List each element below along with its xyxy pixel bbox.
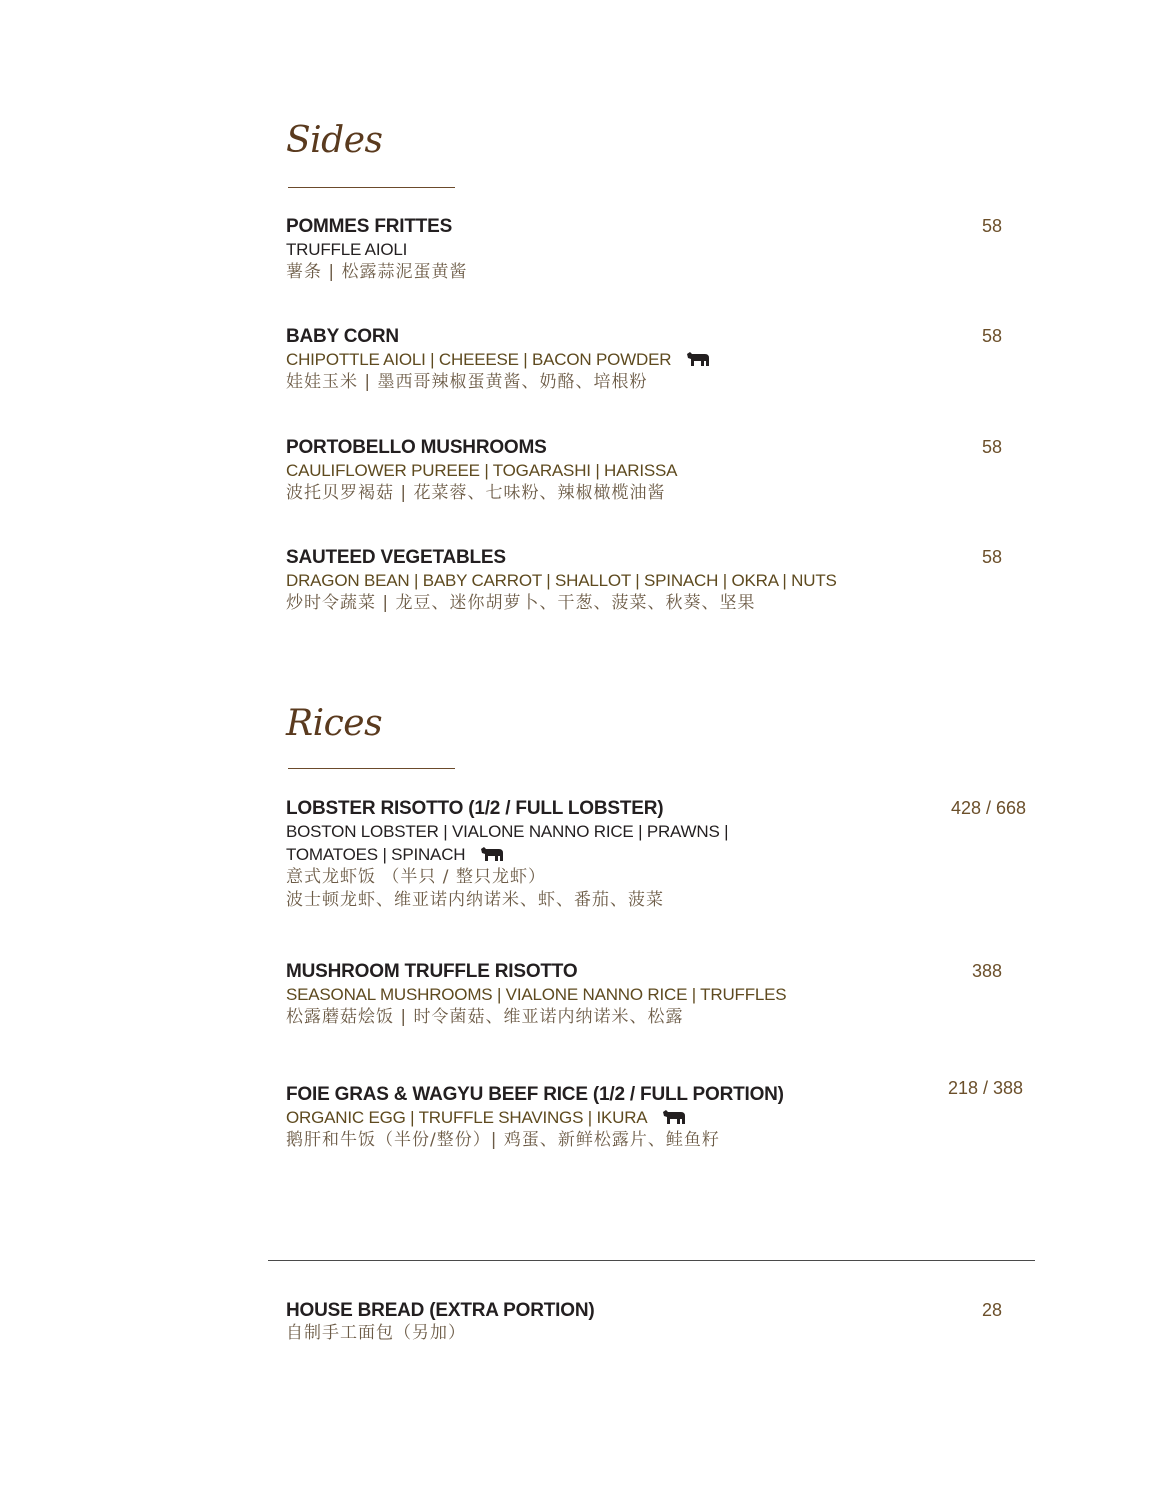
sides-heading-rule — [288, 187, 455, 188]
item-price: 428 / 668 — [951, 798, 1027, 818]
item-description: ORGANIC EGG | TRUFFLE SHAVINGS | IKURA — [286, 1108, 648, 1127]
item-name: POMMES FRITTES — [286, 216, 453, 237]
item-name: BABY CORN — [286, 326, 399, 347]
item-chinese-description: 鹅肝和牛饭（半份/整份）| 鸡蛋、新鲜松露片、鲑鱼籽 — [286, 1130, 720, 1150]
menu-item-baby-corn — [286, 325, 1046, 394]
rices-heading-rule — [288, 768, 455, 769]
item-chinese-description: 波士顿龙虾、维亚诺内纳诺米、虾、番茄、菠菜 — [286, 890, 664, 910]
cow-icon — [685, 351, 711, 367]
item-price: 58 — [982, 437, 1003, 457]
menu-item-portobello-mushrooms — [286, 436, 1046, 505]
item-chinese-description: 娃娃玉米 | 墨西哥辣椒蛋黄酱、奶酪、培根粉 — [286, 372, 648, 392]
sides-heading: Sides — [286, 120, 383, 161]
item-description: TRUFFLE AIOLI — [286, 240, 408, 259]
item-name: SAUTEED VEGETABLES — [286, 547, 506, 568]
item-price: 58 — [982, 547, 1003, 567]
item-name: FOIE GRAS & WAGYU BEEF RICE (1/2 / FULL PORTION) — [286, 1084, 784, 1105]
item-chinese-description: 薯条 | 松露蒜泥蛋黄酱 — [286, 262, 468, 282]
item-name: HOUSE BREAD (EXTRA PORTION) — [286, 1300, 595, 1321]
item-name: MUSHROOM TRUFFLE RISOTTO — [286, 961, 578, 982]
item-price: 28 — [982, 1300, 1003, 1320]
item-name: PORTOBELLO MUSHROOMS — [286, 437, 547, 458]
menu-item-lobster-risotto — [286, 797, 1046, 912]
item-description: BOSTON LOBSTER | VIALONE NANNO RICE | PRAWNS | — [286, 822, 729, 841]
item-description-continued: TOMATOES | SPINACH — [286, 845, 466, 864]
rices-heading: Rices — [286, 703, 383, 744]
item-price: 58 — [982, 326, 1003, 346]
item-name: LOBSTER RISOTTO (1/2 / FULL LOBSTER) — [286, 798, 664, 819]
item-price: 218 / 388 — [948, 1078, 1024, 1098]
item-chinese-name: 意式龙虾饭 （半只 / 整只龙虾） — [286, 867, 546, 887]
item-description: SEASONAL MUSHROOMS | VIALONE NANNO RICE | TRUFFLES — [286, 985, 787, 1004]
cow-icon — [479, 846, 505, 862]
item-description: DRAGON BEAN | BABY CARROT | SHALLOT | SPINACH | OKRA | NUTS — [286, 571, 837, 590]
item-price: 388 — [972, 961, 1003, 981]
item-chinese-description: 自制手工面包（另加） — [286, 1323, 466, 1343]
item-description: CAULIFLOWER PUREEE | TOGARASHI | HARISSA — [286, 461, 678, 480]
menu-item-foie-gras-wagyu-rice — [286, 1083, 1046, 1152]
menu-item-house-bread — [286, 1299, 1046, 1345]
item-price: 58 — [982, 216, 1003, 236]
item-chinese-description: 炒时令蔬菜 | 龙豆、迷你胡萝卜、干葱、菠菜、秋葵、坚果 — [286, 593, 756, 613]
menu-item-sauteed-vegetables — [286, 546, 1046, 615]
cow-icon — [661, 1109, 687, 1125]
item-chinese-description: 松露蘑菇烩饭 | 时令菌菇、维亚诺内纳诺米、松露 — [286, 1007, 684, 1027]
menu-item-mushroom-truffle-risotto — [286, 960, 1046, 1029]
section-divider — [268, 1260, 1035, 1261]
item-description: CHIPOTTLE AIOLI | CHEEESE | BACON POWDER — [286, 350, 672, 369]
item-chinese-description: 波托贝罗褐菇 | 花菜蓉、七味粉、辣椒橄榄油酱 — [286, 483, 666, 503]
menu-item-pommes-frittes — [286, 215, 1046, 284]
